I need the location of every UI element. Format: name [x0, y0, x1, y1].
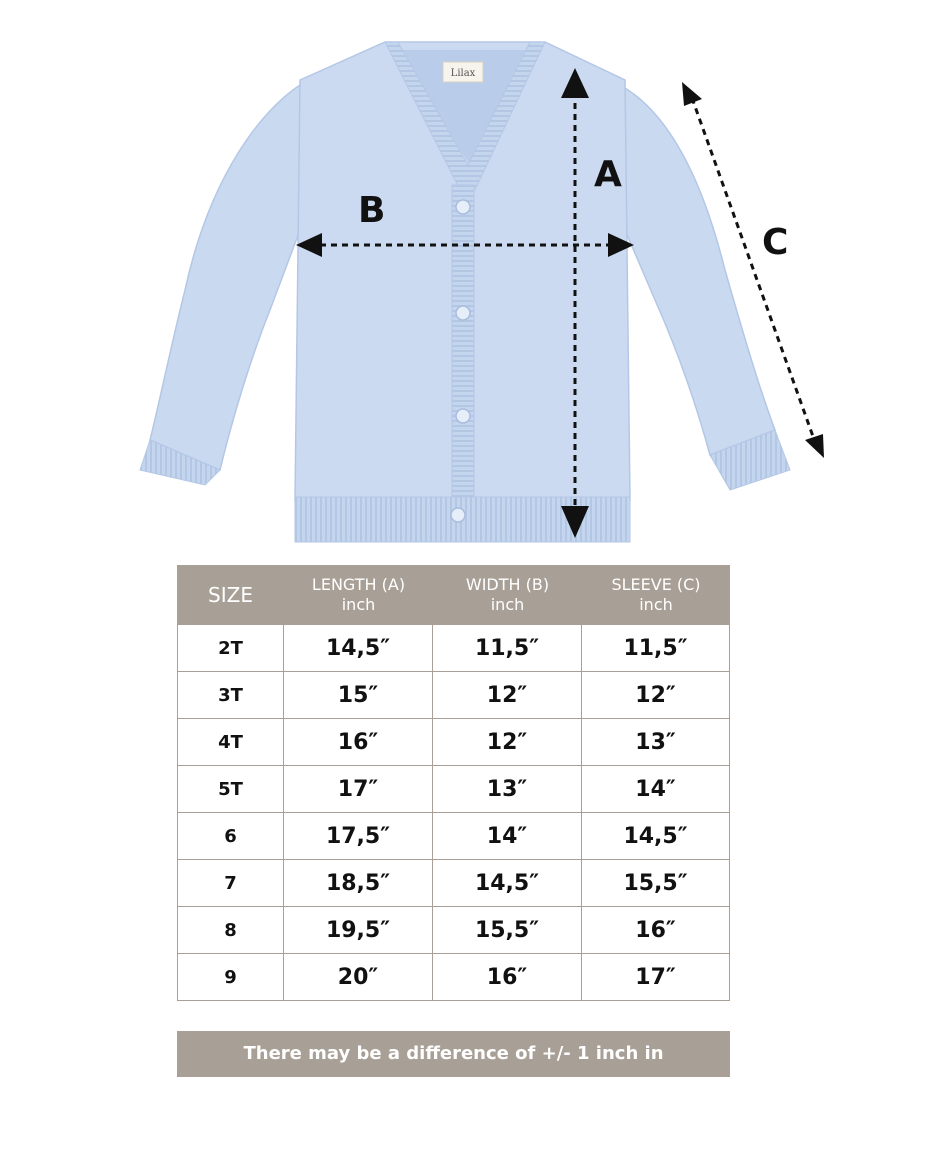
table-row	[177, 625, 730, 672]
label-b: B	[358, 190, 386, 231]
size-cell: 5T	[177, 766, 284, 813]
measurement-cell: 20″	[284, 954, 433, 1001]
measurement-cell: 12″	[582, 672, 730, 719]
size-cell: 7	[177, 860, 284, 907]
measurement-cell: 14,5″	[582, 813, 730, 860]
measurement-cell: 14,5″	[284, 625, 433, 672]
table-row	[177, 719, 730, 766]
measurement-cell: 19,5″	[284, 907, 433, 954]
header-label: SIZE	[208, 583, 253, 607]
size-cell: 8	[177, 907, 284, 954]
measurement-cell: 16″	[433, 954, 582, 1001]
measurement-cell: 13″	[582, 719, 730, 766]
measurement-cell: 13″	[433, 766, 582, 813]
measurement-cell: 15,5″	[433, 907, 582, 954]
measurement-cell: 11,5″	[433, 625, 582, 672]
button	[456, 409, 470, 423]
table-row	[177, 672, 730, 719]
measurement-note: There may be a difference of +/- 1 inch in measurements	[177, 1031, 730, 1077]
measurement-cell: 11,5″	[582, 625, 730, 672]
table-row	[177, 907, 730, 954]
brand-tag-text: Lilax	[450, 68, 476, 79]
header-label: WIDTH (B)	[465, 575, 550, 594]
size-cell: 9	[177, 954, 284, 1001]
right-sleeve	[620, 85, 775, 455]
header-label: SLEEVE (C)	[611, 575, 701, 594]
measurement-cell: 15″	[284, 672, 433, 719]
table-row	[177, 813, 730, 860]
measurement-cell: 17″	[582, 954, 730, 1001]
measurement-cell: 16″	[582, 907, 730, 954]
measurement-cell: 16″	[284, 719, 433, 766]
measurement-cell: 17,5″	[284, 813, 433, 860]
measurement-cell: 14″	[582, 766, 730, 813]
header-unit: inch	[490, 595, 525, 614]
header-unit: inch	[639, 595, 673, 614]
header-label: LENGTH (A)	[311, 575, 406, 594]
cardigan-illustration	[0, 0, 925, 560]
header-unit: inch	[341, 595, 376, 614]
button-placket	[452, 185, 474, 505]
sleeve-arrow-head-top	[682, 82, 702, 106]
left-sleeve	[150, 85, 300, 470]
button	[456, 200, 470, 214]
button	[456, 306, 470, 320]
table-header-row	[177, 565, 730, 625]
sleeve-arrow-head-bottom	[805, 434, 824, 458]
table-row	[177, 766, 730, 813]
measurement-cell: 12″	[433, 719, 582, 766]
button	[451, 508, 465, 522]
label-c: C	[762, 222, 789, 263]
measurement-cell: 14,5″	[433, 860, 582, 907]
header-width	[433, 565, 582, 625]
header-size	[177, 565, 284, 625]
size-cell: 3T	[177, 672, 284, 719]
size-cell: 2T	[177, 625, 284, 672]
size-cell: 6	[177, 813, 284, 860]
measurement-cell: 17″	[284, 766, 433, 813]
size-chart-table	[177, 565, 730, 1001]
header-length	[284, 565, 433, 625]
measurement-cell: 15,5″	[582, 860, 730, 907]
header-sleeve	[582, 565, 730, 625]
measurement-cell: 18,5″	[284, 860, 433, 907]
measurement-cell: 12″	[433, 672, 582, 719]
table-row	[177, 954, 730, 1001]
measurement-cell: 14″	[433, 813, 582, 860]
table-row	[177, 860, 730, 907]
label-a: A	[594, 154, 622, 195]
size-cell: 4T	[177, 719, 284, 766]
